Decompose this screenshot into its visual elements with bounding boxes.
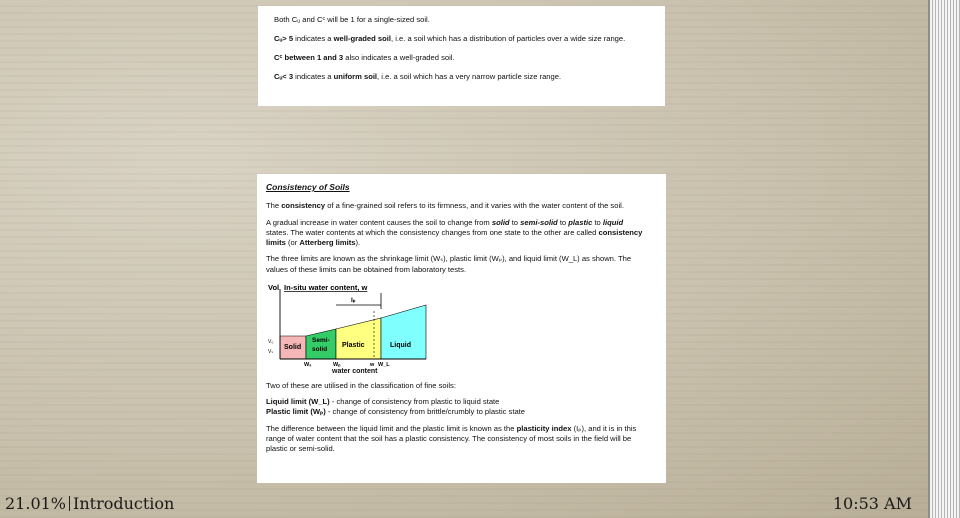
section-title: Consistency of Soils	[266, 182, 350, 192]
text-line: Both Cᵤ and Cᶜ will be 1 for a single-sized soil.	[274, 15, 430, 24]
wp-label: Wₚ	[333, 361, 341, 368]
insitu-label: In-situ water content, w	[284, 282, 368, 292]
vd-label: V₀	[268, 338, 274, 345]
limits-list: Liquid limit (W_L) - change of consistency from plastic to liquid state Plastic limit (Wₚ) - change of consistency from brittle/crumbly to plastic state	[266, 397, 526, 417]
paragraph: A gradual increase in water content causes the soil to change from solid to semi-solid to plastic to liquid states. The water contents at which the consistency changes from one state to the other are called consistency limits (or Atterberg limits).	[266, 217, 643, 248]
reading-progress: 21.01%	[5, 494, 67, 513]
paragraph: The consistency of a fine-grained soil refers to its firmness, and it varies with the water content of the soil.	[266, 201, 624, 211]
plastic-label: Plastic	[342, 341, 365, 349]
vol-label: Vol	[268, 282, 280, 292]
text-line: Cᶜ between 1 and 3 also indicates a well-graded soil.	[274, 53, 455, 62]
separator	[69, 496, 70, 511]
text-line: Cᵤ< 3 indicates a uniform soil, i.e. a soil which has a very narrow particle size range.	[274, 72, 562, 81]
ip-label: Iₚ	[351, 296, 356, 304]
chapter-title: Introduction	[73, 494, 175, 513]
w-label: w	[370, 361, 375, 368]
solid-label: Solid	[284, 343, 302, 351]
consistency-diagram	[266, 281, 646, 375]
liquid-region	[381, 305, 426, 359]
clock: 10:53 AM	[832, 494, 912, 513]
consistency-diagram-svg	[266, 281, 646, 369]
book-page-edge	[928, 0, 960, 518]
paragraph: Two of these are utilised in the classification of fine soils:	[266, 380, 456, 390]
text-line: Cᵤ> 5 indicates a well-graded soil, i.e. a soil which has a distribution of particles over a wide size range.	[274, 34, 626, 43]
xaxis-label: water content	[332, 367, 378, 375]
page-top-fragment	[258, 6, 665, 106]
vs-label: Vₛ	[268, 348, 274, 355]
semisolid-label-1: Semi-	[312, 336, 330, 344]
paragraph: The difference between the liquid limit and the plastic limit is known as the plasticity index (Iₚ), and it is in this range of water content that the soil has a plastic consistency. The consistency of most soils in the field will be plastic or semi-solid.	[266, 423, 637, 454]
semisolid-region	[306, 329, 336, 359]
page-consistency-of-soils	[257, 174, 666, 483]
semisolid-label-2: solid	[312, 345, 328, 353]
paragraph: The three limits are known as the shrinkage limit (Wₛ), plastic limit (Wₚ), and liquid limit (W_L) as shown. The values of these limits can be obtained from laboratory tests.	[266, 254, 632, 274]
liquid-label: Liquid	[390, 341, 411, 349]
wl-label: W_L	[378, 361, 390, 368]
ws-label: Wₛ	[304, 361, 312, 368]
status-bar-left	[5, 494, 174, 513]
